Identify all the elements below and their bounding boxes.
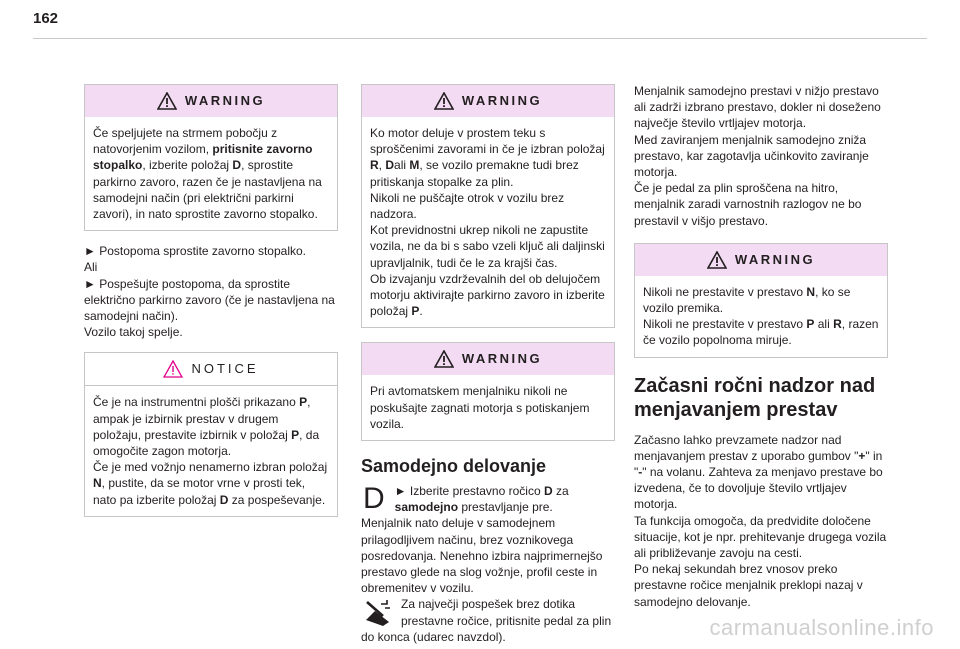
- warning-text-3: Kot previdnostni ukrep nikoli ne zapustite vozila, ne da bi s sabo vzeli ključ ali daljinski upravljalnik, tudi če le za krajši čas.: [370, 223, 605, 270]
- step-or: Ali: [84, 260, 98, 275]
- warning-header: [85, 85, 337, 117]
- section-heading-manual: Začasni ročni nadzor nad menjavanjem prestav: [634, 374, 876, 421]
- warning-title: WARNING: [734, 251, 816, 267]
- notice-box: [84, 352, 338, 516]
- warning-box-1: [84, 84, 338, 231]
- warning-text: Pri avtomatskem menjalniku nikoli ne poskušajte zagnati motorja s potiskanjem vozila.: [370, 384, 590, 431]
- manual-text-1: Začasno lahko prevzamete nadzor nad menjavanjem prestav z uporabo gumbov "+" in "-" na volanu. Zahteva za menjavo prestave bo izvedena, če to dovoljuje število vrtljajev motorja.: [634, 432, 883, 512]
- automatic-step: D ► Izberite prestavno ročico D za samodejno prestavljanje pre.: [363, 482, 569, 516]
- warning-header: [362, 343, 614, 375]
- warning-text-4: Ob izvajanju vzdrževalnih del ob delujočem motorju aktivirajte parkirno zavoro in izberite položaj P.: [370, 271, 605, 319]
- notice-triangle-icon: [163, 360, 183, 378]
- warning-box-2: [361, 84, 615, 328]
- page-number: 162: [33, 10, 59, 27]
- step-result: Vozilo takoj spelje.: [84, 325, 183, 340]
- column-2: [361, 84, 615, 645]
- warning-triangle-icon: [434, 350, 454, 368]
- warning-text-1: Ko motor deluje v prostem teku s sproščenimi zavorami in če je izbran položaj R, Dali M, se vozilo premakne tudi brez pritiskanja stopalke za plin.: [370, 126, 605, 189]
- manual-text-3: Po nekaj sekundah brez vnosov preko prestavne ročice menjalnik preklopi nazaj v samodejno delovanje.: [634, 562, 863, 609]
- kickdown-text: Za največji pospešek brez dotika prestavne ročice, pritisnite pedal za plin do konca (udarec navzdol).: [361, 597, 612, 644]
- column-3: [634, 83, 888, 610]
- watermark: carmanualsonline.info: [709, 615, 934, 640]
- warning-title: WARNING: [461, 351, 543, 367]
- step-release-brake: ► Postopoma sprostite zavorno stopalko.: [84, 244, 306, 259]
- warning-triangle-icon: [434, 92, 454, 110]
- intro-text-2: Med zaviranjem menjalnik samodejno zniža prestavo, kar zagotavlja učinkovito zaviranje motorja.: [634, 132, 869, 180]
- warning-header: [635, 244, 887, 276]
- header-rule: [33, 38, 927, 39]
- warning-box-3: [361, 342, 615, 441]
- warning-title: WARNING: [461, 92, 543, 108]
- automatic-description: Menjalnik nato deluje v samodejnem prilagodljivem načinu, brez voznikovega posredovanja. Nenehno izbira najprimernejšo prestavo glede na slog vožnje, profil ceste in obremenitev v vozilu.: [361, 516, 603, 596]
- notice-text-1: Če je na instrumentni plošči prikazano P, ampak je izbirnik prestav v drugem položaju, prestavite izbirnik v položaj P, da omogočite zagon motorja.: [93, 395, 320, 459]
- warning-text-1: Nikoli ne prestavite v prestavo N, ko se vozilo premika.: [643, 284, 851, 316]
- column-1: [84, 84, 338, 517]
- step-accelerate: ► Pospešujte postopoma, da sprostite električno parkirno zavoro (če je nastavljena na samodejni način).: [84, 276, 335, 324]
- notice-title: NOTICE: [191, 361, 259, 377]
- warning-box-4: [634, 243, 888, 358]
- warning-text-2: Nikoli ne puščajte otrok v vozilu brez nadzora.: [370, 190, 565, 222]
- warning-title: WARNING: [184, 92, 266, 108]
- manual-text-2: Ta funkcija omogoča, da predvidite določene situacije, kot je npr. prehitevanje drugega vozila ali približevanje zavoju na cesti.: [634, 513, 887, 561]
- warning-triangle-icon: [707, 251, 727, 269]
- warning-header: [362, 85, 614, 117]
- drop-cap: D: [363, 482, 385, 516]
- intro-text-3: Če je pedal za plin sproščena na hitro, menjalnik zaradi varnostnih razlogov ne bo prestavil v višjo prestavo.: [634, 181, 862, 228]
- notice-header: [85, 353, 337, 386]
- warning-text: Če speljujete na strmem pobočju z natovorjenim vozilom, pritisnite zavorno stopalko, izberite položaj D, sprostite parkirno zavoro, razen če je nastavljena na samodejni način (pri električni parkirni zavori), in nato sprostite zavorno stopalko.: [93, 126, 322, 222]
- warning-triangle-icon: [157, 92, 177, 110]
- warning-text-2: Nikoli ne prestavite v prestavo P ali R, razen če vozilo popolnoma miruje.: [643, 317, 879, 348]
- section-heading-automatic: Samodejno delovanje: [361, 456, 547, 477]
- notice-text-2: Če je med vožnjo nenamerno izbran položaj N, pustite, da se motor vrne v prosti tek, nato pa izberite položaj D za pospeševanje.: [93, 460, 328, 507]
- intro-text-1: Menjalnik samodejno prestavi v nižjo prestavo ali zadrži izbrano prestavo, dokler ni doseženo največje število vrtljajev motorja.: [634, 84, 881, 131]
- kickdown-pedal-icon: [363, 598, 393, 628]
